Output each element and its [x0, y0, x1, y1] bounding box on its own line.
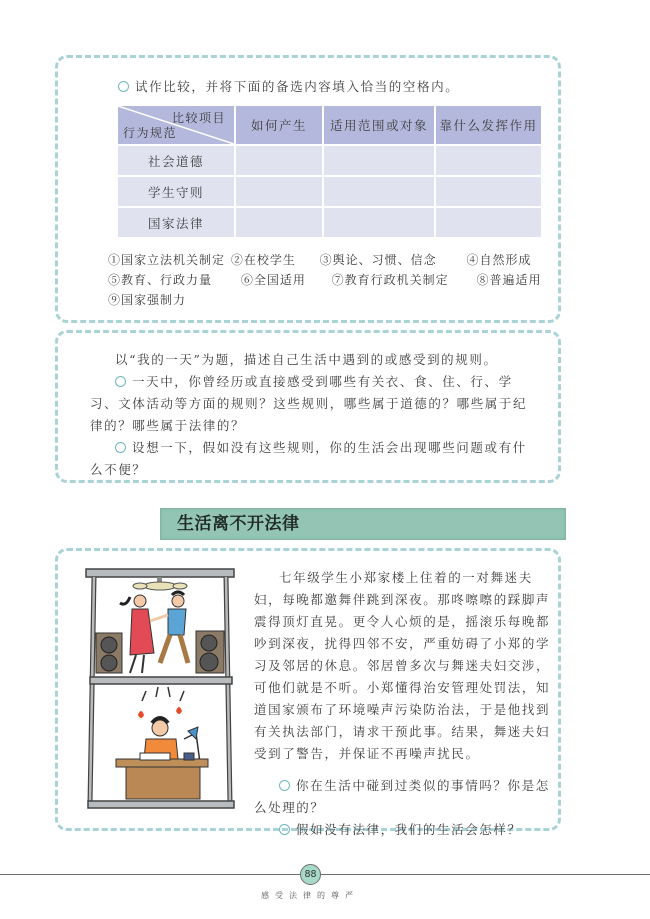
bullet-circle-icon — [115, 376, 126, 387]
row-label: 国家法律 — [117, 207, 235, 238]
option-item: ⑦教育行政机关制定 — [331, 273, 449, 287]
blank-cell[interactable] — [235, 176, 323, 207]
question: 设想一下，假如没有这些规则，你的生活会出现哪些问题或有什么不便？ — [90, 440, 527, 477]
bullet-circle-icon — [115, 442, 126, 453]
page-number-badge: 88 — [300, 864, 321, 885]
bullet-circle-icon — [279, 824, 290, 835]
question: 一天中，你曾经历或直接感受到哪些有关衣、食、住、行、学习、文体活动等方面的规则？这些规则，哪些属于道德的？哪些属于纪律的？哪些属于法律的？ — [90, 374, 528, 433]
column-header: 适用范围或对象 — [323, 105, 435, 145]
bullet-circle-icon — [279, 780, 290, 791]
question: 你在生活中碰到过类似的事情吗？你是怎么处理的？ — [254, 778, 550, 815]
blank-cell[interactable] — [323, 207, 435, 238]
section-title-banner: 生活离不开法律 — [160, 508, 566, 540]
option-item: ②在校学生 — [230, 253, 296, 267]
blank-cell[interactable] — [235, 145, 323, 176]
row-label: 学生守则 — [117, 176, 235, 207]
question: 假如没有法律，我们的生活会怎样？ — [254, 819, 554, 841]
row-label: 社会道德 — [117, 145, 235, 176]
story-box — [55, 548, 561, 837]
my-day-activity-box — [55, 330, 561, 483]
blank-cell[interactable] — [235, 207, 323, 238]
comparison-activity-box — [55, 55, 561, 323]
story-text — [254, 567, 554, 841]
column-header: 靠什么发挥作用 — [435, 105, 542, 145]
comparison-table — [116, 104, 543, 239]
table-row — [117, 207, 542, 238]
option-list — [108, 250, 548, 310]
diagonal-header-cell — [117, 105, 235, 145]
option-item: ⑥全国适用 — [240, 273, 306, 287]
cartoon-illustration-icon — [80, 563, 240, 813]
bullet-circle-icon — [118, 81, 129, 92]
option-item: ⑨国家强制力 — [108, 293, 187, 307]
blank-cell[interactable] — [435, 207, 542, 238]
table-row — [117, 145, 542, 176]
column-header: 如何产生 — [235, 105, 323, 145]
blank-cell[interactable] — [435, 176, 542, 207]
footer-divider — [0, 874, 650, 875]
activity-intro: 以“我的一天”为题，描述自己生活中遇到的或感受到的规则。 — [115, 352, 498, 367]
book-title-footer: 感受法律的尊严 — [261, 891, 359, 900]
option-item: ④自然形成 — [466, 253, 532, 267]
option-row — [108, 290, 548, 310]
option-row — [108, 250, 548, 270]
activity-content — [90, 349, 530, 481]
option-item: ⑧普遍适用 — [476, 273, 542, 287]
story-paragraph: 七年级学生小郑家楼上住着的一对舞迷夫妇，每晚都邀舞伴跳到深夜。那咚嚓嚓的踩脚声震得顶灯直晃。更令人心烦的是，摇滚乐每晚都吵到深夜，扰得四邻不安，严重妨碍了小郑的学习及邻居的休息。邻居曾多次与舞迷夫妇交涉，可他们就是不听。小郑懂得治安管理处罚法，知道国家颁布了环境噪声污染防治法，于是他找到有关执法部门，请求干预此事。结果，舞迷夫妇受到了警告，并保证不再噪声扰民。 — [254, 570, 551, 761]
diag-header-top: 比较项目 — [171, 111, 226, 125]
activity-instruction: 试作比较，并将下面的备选内容填入恰当的空格内。 — [118, 76, 459, 98]
table-header-row — [117, 105, 542, 145]
diag-header-bottom: 行为规范 — [123, 126, 178, 140]
blank-cell[interactable] — [323, 145, 435, 176]
option-item: ①国家立法机关制定 — [108, 253, 226, 267]
option-row — [108, 270, 548, 290]
table-row — [117, 176, 542, 207]
blank-cell[interactable] — [323, 176, 435, 207]
blank-cell[interactable] — [435, 145, 542, 176]
option-item: ③舆论、习惯、信念 — [319, 253, 437, 267]
option-item: ⑤教育、行政力量 — [108, 273, 213, 287]
